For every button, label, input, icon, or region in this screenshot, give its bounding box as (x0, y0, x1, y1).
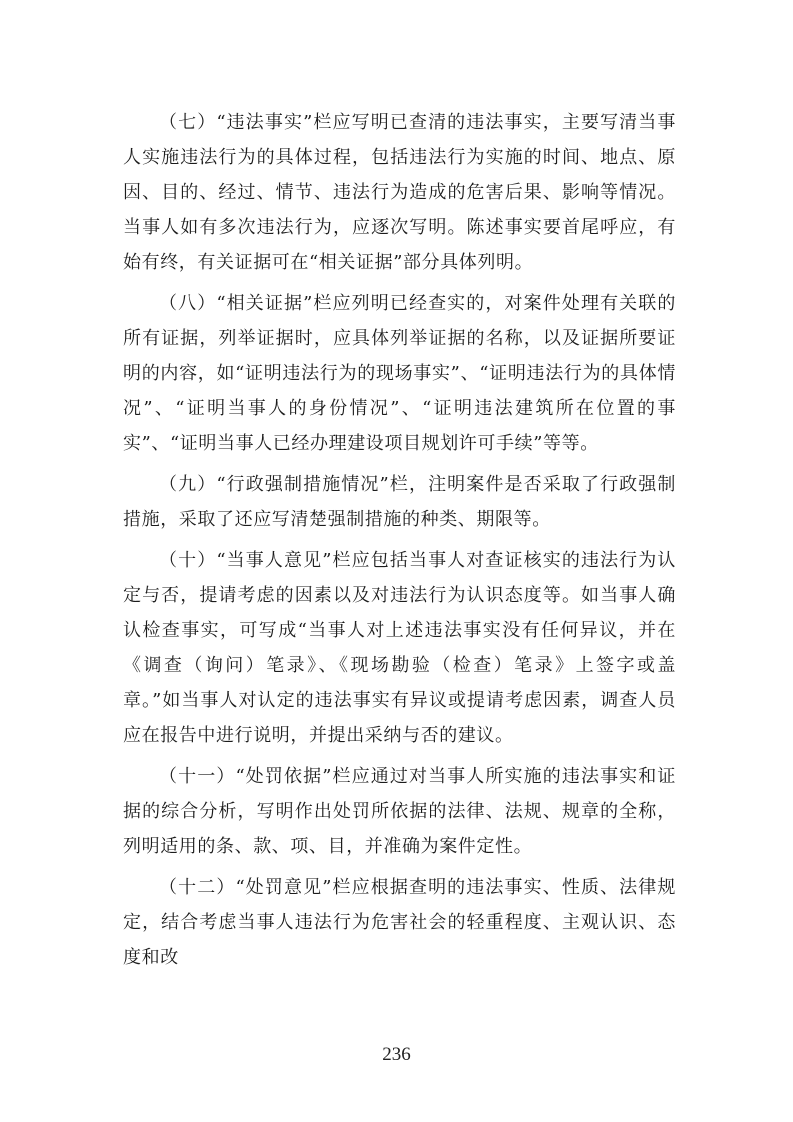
paragraph-compulsory-measures: （九）“行政强制措施情况”栏，注明案件是否采取了行政强制措施，采取了还应写清楚强制措施的种类、期限等。 (123, 474, 676, 530)
paragraph-penalty-opinion: （十二）“处罚意见”栏应根据查明的违法事实、性质、法律规定，结合考虑当事人违法行为危害社会的轻重程度、主观认识、态度和改 (123, 877, 676, 968)
paragraph-penalty-basis: （十一）“处罚依据”栏应通过对当事人所实施的违法事实和证据的综合分析，写明作出处罚所依据的法律、法规、规章的全称，列明适用的条、款、项、目，并准确为案件定性。 (123, 766, 676, 857)
page-number: 236 (382, 1044, 411, 1065)
paragraph-related-evidence: （八）“相关证据”栏应列明已经查实的，对案件处理有关联的所有证据，列举证据时，应具体列举证据的名称，以及证据所要证明的内容，如“证明违法行为的现场事实”、“证明违法行为的具体情况”、“证明当事人的身份情况”、“证明违法建筑所在位置的事实”、“证明当事人已经办理建设项目规划许可手续”等等。 (123, 293, 676, 454)
paragraph-violation-facts: （七）“违法事实”栏应写明已查清的违法事实，主要写清当事人实施违法行为的具体过程，包括违法行为实施的时间、地点、原因、目的、经过、情节、违法行为造成的危害后果、影响等情况。当事人如有多次违法行为，应逐次写明。陈述事实要首尾呼应，有始有终，有关证据可在“相关证据”部分具体列明。 (123, 112, 676, 273)
paragraph-party-opinion: （十）“当事人意见”栏应包括当事人对查证核实的违法行为认定与否，提请考虑的因素以及对违法行为认识态度等。如当事人确认检查事实，可写成“当事人对上述违法事实没有任何异议，并在《调查（询问）笔录》、《现场勘验（检查）笔录》上签字或盖章。”如当事人对认定的违法事实有异议或提请考虑因素，调查人员应在报告中进行说明，并提出采纳与否的建议。 (123, 550, 676, 746)
document-body (123, 105, 676, 981)
